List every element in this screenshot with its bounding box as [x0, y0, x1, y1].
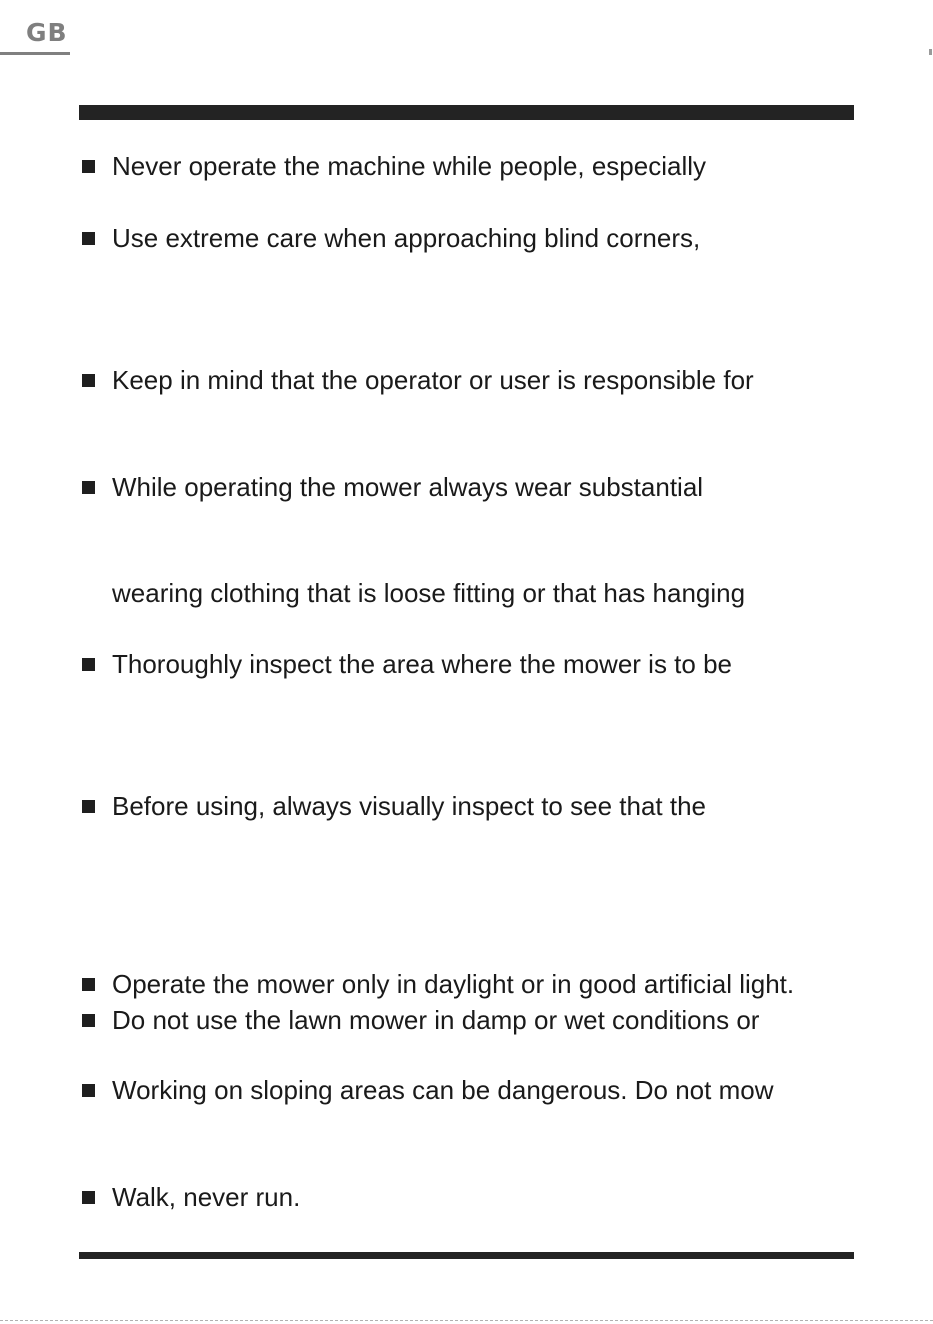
- list-item-text: Never operate the machine while people, especially: [112, 151, 707, 181]
- language-code: GB: [26, 18, 68, 47]
- list-item-text: Thoroughly inspect the area where the mower is to be: [112, 649, 733, 679]
- list-item: [0, 1180, 933, 1214]
- language-underline: [0, 52, 70, 55]
- list-item-text: Do not use the lawn mower in damp or wet conditions or: [112, 1005, 760, 1035]
- list-item: [0, 789, 933, 823]
- square-bullet-icon: [82, 481, 95, 494]
- list-item: [0, 221, 933, 255]
- square-bullet-icon: [82, 1084, 95, 1097]
- list-item: [0, 363, 933, 397]
- page-bottom-edge: [0, 1320, 933, 1321]
- section-bottom-rule: [79, 1252, 854, 1259]
- square-bullet-icon: [82, 1191, 95, 1204]
- list-item-text: wearing clothing that is loose fitting or that has hanging: [112, 578, 746, 608]
- square-bullet-icon: [82, 160, 95, 173]
- square-bullet-icon: [82, 800, 95, 813]
- list-item-text: Use extreme care when approaching blind corners,: [112, 223, 701, 253]
- square-bullet-icon: [82, 374, 95, 387]
- list-item: [0, 470, 933, 504]
- list-item-text: Working on sloping areas can be dangerous. Do not mow: [112, 1075, 774, 1105]
- list-item: [0, 1003, 933, 1037]
- square-bullet-icon: [82, 1014, 95, 1027]
- list-item-continuation: [0, 576, 933, 610]
- section-top-rule: [79, 105, 854, 120]
- list-item-text: Before using, always visually inspect to see that the: [112, 791, 706, 821]
- list-item-text: Walk, never run.: [112, 1182, 301, 1212]
- list-item-text: Keep in mind that the operator or user is responsible for: [112, 365, 754, 395]
- square-bullet-icon: [82, 232, 95, 245]
- list-item: [0, 967, 933, 1001]
- list-item: [0, 149, 933, 183]
- square-bullet-icon: [82, 658, 95, 671]
- list-item-text: Operate the mower only in daylight or in good artificial light.: [112, 969, 795, 999]
- square-bullet-icon: [82, 978, 95, 991]
- corner-mark: [929, 49, 932, 55]
- language-tab: [0, 0, 70, 56]
- list-item: [0, 1073, 933, 1107]
- list-item-text: While operating the mower always wear substantial: [112, 472, 704, 502]
- list-item: [0, 647, 933, 681]
